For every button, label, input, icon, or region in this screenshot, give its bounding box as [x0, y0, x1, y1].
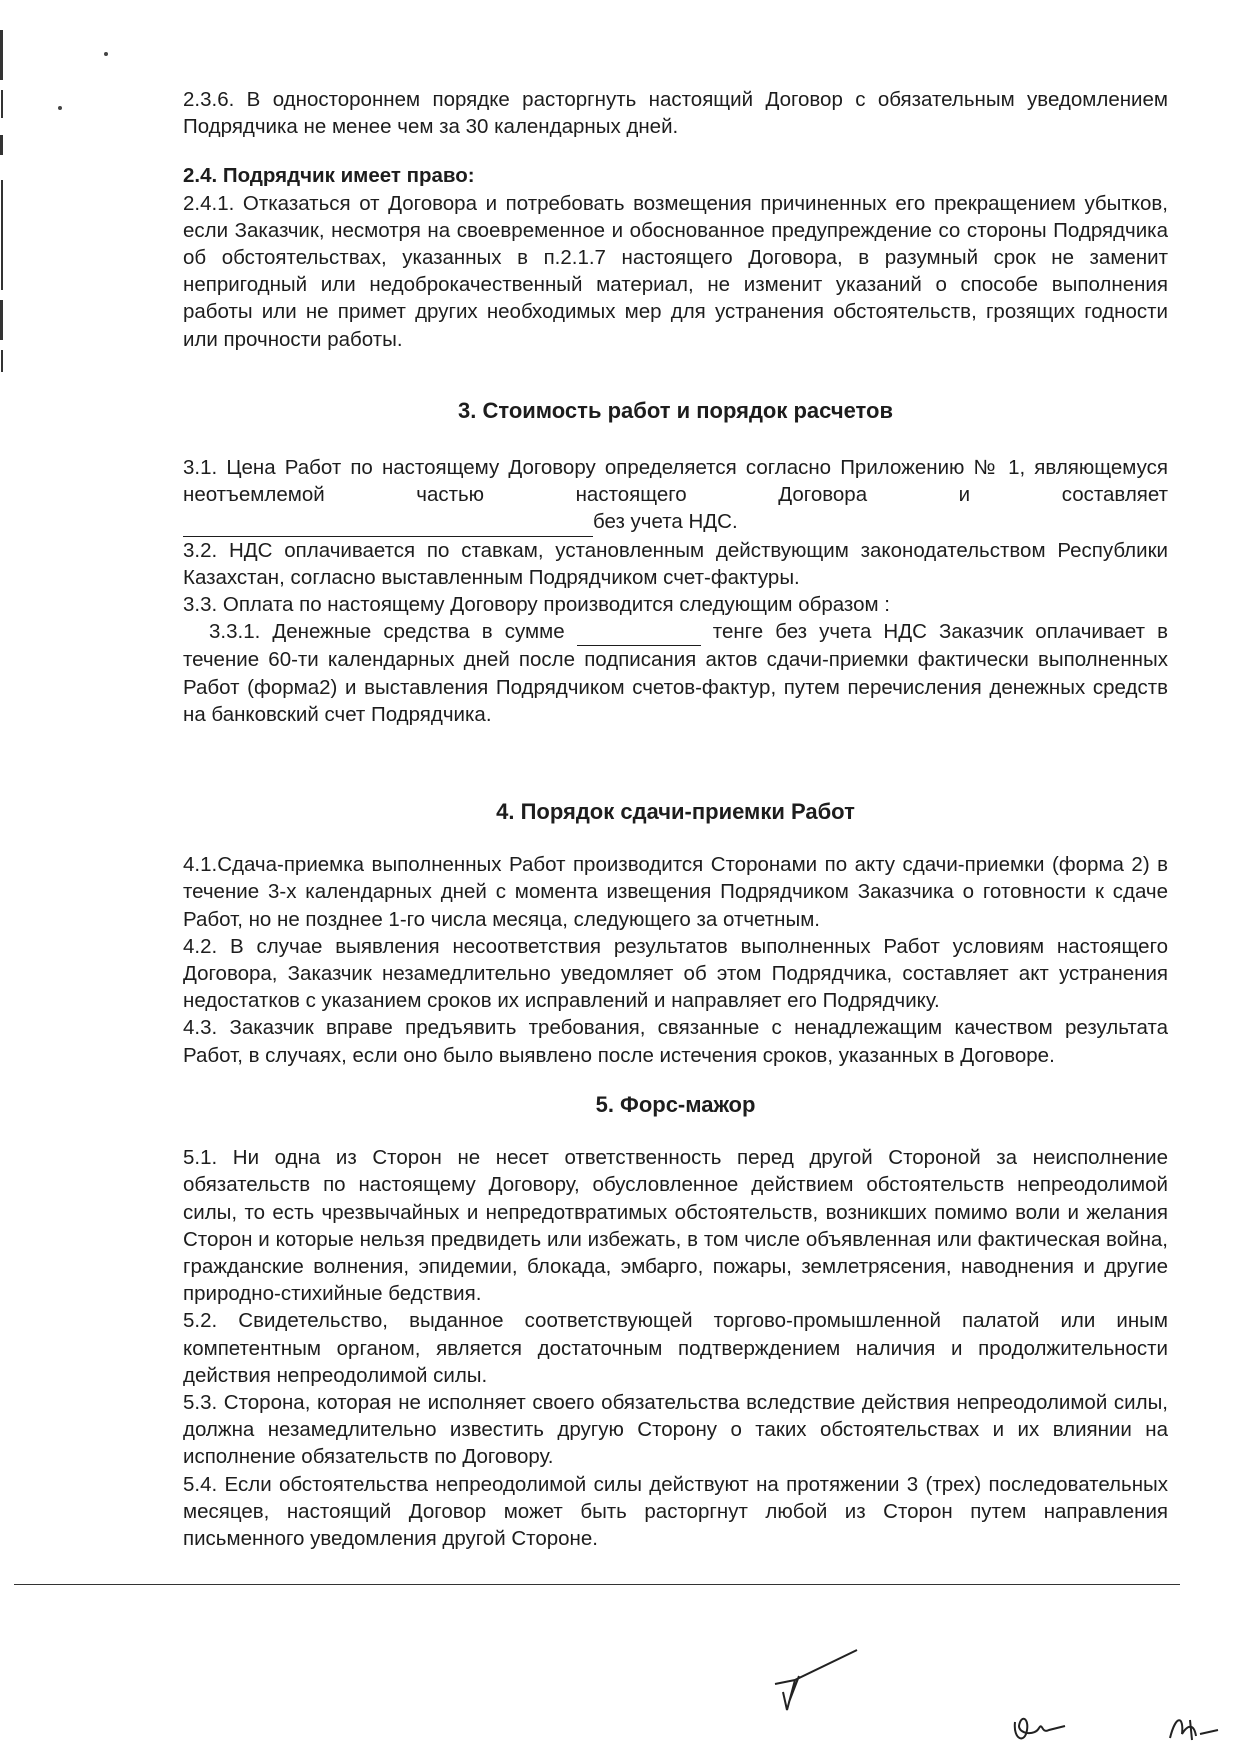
clause-4-3: 4.3. Заказчик вправе предъявить требования, связанные с ненадлежащим качеством результата Работ, в случаях, если оно было выявлено после истечения сроков, указанных в Договоре. — [183, 1016, 1168, 1067]
clause-4-2: 4.2. В случае выявления несоответствия результатов выполненных Работ условиям настоящего Договора, Заказчик незамедлительно уведомляет об этом Подрядчика, составляет акт устранения недостатков с указанием сроков их исправлений и направляет его Подрядчику. — [183, 934, 1168, 1013]
clause-3-1 — [183, 454, 1168, 508]
clause-3-2: 3.2. НДС оплачивается по ставкам, установленным действующим законодательством Республики Казахстан, согласно выставленным Подрядчиком счет-фактуры. — [183, 538, 1168, 589]
clause-3-3-1-lead: 3.3.1. Денежные средства в сумме — [209, 620, 565, 644]
document-body — [183, 86, 1168, 1552]
clause-5-3: 5.3. Сторона, которая не исполняет своего обязательства вследствие действия непреодолимой силы, должна незамедлительно известить другую Сторону о таких обстоятельствах и их влиянии на исполнение обязательств по Договору. — [183, 1390, 1168, 1469]
signature-2 — [1005, 1700, 1085, 1750]
clause-3-3: 3.3. Оплата по настоящему Договору производится следующим образом : — [183, 593, 890, 617]
clause-5-2: 5.2. Свидетельство, выданное соответствующей торгово-промышленной палатой или иным компетентным органом, является достаточным подтверждением наличия и продолжительности действия непреодолимой силы. — [183, 1309, 1168, 1387]
scan-edge-marks — [0, 30, 10, 370]
clause-3-3-1 — [183, 618, 1168, 728]
page-footer-rule — [14, 1584, 1180, 1585]
signature-1 — [765, 1640, 875, 1720]
scan-speck — [104, 52, 108, 56]
section-4-title: 4. Порядок сдачи-приемки Работ — [496, 799, 855, 825]
section-5-title: 5. Форс-мажор — [595, 1091, 756, 1117]
clause-3-3-1-text: тенге без учета НДС Заказчик оплачивает в течение 60-ти календарных дней после подписания актов сдачи-приемки фактически выполненных Работ (форма2) и выставления Подрядчиком счетов-фактур, путем перечисления денежных средств на банковский счет Подрядчика. — [183, 620, 1168, 726]
price-blank — [183, 508, 593, 536]
clause-2-4-1: 2.4.1. Отказаться от Договора и потребовать возмещения причиненных его прекращением убытков, если Заказчик, несмотря на своевременное и обоснованное предупреждение со стороны Подрядчика об обстоятельствах, указанных в п.2.1.7 настоящего Договора, в разумный срок не заменит непригодный или недоброкачественный материал, не изменит указаний о способе выполнения работы или не примет других необходимых мер для устранения обстоятельств, грозящих годности или прочности работы. — [183, 191, 1168, 351]
clause-2-4-heading: 2.4. Подрядчик имеет право: — [183, 164, 475, 188]
section-3-title: 3. Стоимость работ и порядок расчетов — [458, 397, 893, 423]
clause-4-1: 4.1.Сдача-приемка выполненных Работ производится Сторонами по акту сдачи-приемки (форма 2) в течение 3-х календарных дней с момента извещения Подрядчиком Заказчика о готовности к сдаче Работ, но не позднее 1-го числа месяца, следующего за отчетным. — [183, 853, 1168, 931]
signature-3 — [1162, 1700, 1232, 1750]
clause-2-3-6: 2.3.6. В одностороннем порядке расторгнуть настоящий Договор с обязательным уведомлением Подрядчика не менее чем за 30 календарных дней. — [183, 88, 1168, 139]
sum-blank — [577, 618, 701, 646]
clause-5-1: 5.1. Ни одна из Сторон не несет ответственность перед другой Стороной за неисполнение обязательств по настоящему Договору, обусловленное действием обстоятельств непреодолимой силы, то есть чрезвычайных и непредотвратимых обстоятельств, возникших помимо воли и желания Сторон и которые нельзя предвидеть или избежать, в том числе объявленная или фактическая война, гражданские волнения, эпидемии, блокада, эмбарго, пожары, землетрясения, наводнения и другие природно-стихийные бедствия. — [183, 1146, 1168, 1306]
clause-3-1-text: 3.1. Цена Работ по настоящему Договору определяется согласно Приложению № 1, являющемуся неотъемлемой частью настоящего Договора и составляет — [183, 456, 1168, 507]
clause-3-1-tail: без учета НДС. — [593, 510, 738, 534]
clause-3-1-amount-line — [183, 508, 1168, 536]
scan-speck — [58, 106, 62, 110]
clause-5-4: 5.4. Если обстоятельства непреодолимой силы действуют на протяжении 3 (трех) последовательных месяцев, настоящий Договор может быть расторгнут любой из Сторон путем направления письменного уведомления другой Стороне. — [183, 1472, 1168, 1550]
